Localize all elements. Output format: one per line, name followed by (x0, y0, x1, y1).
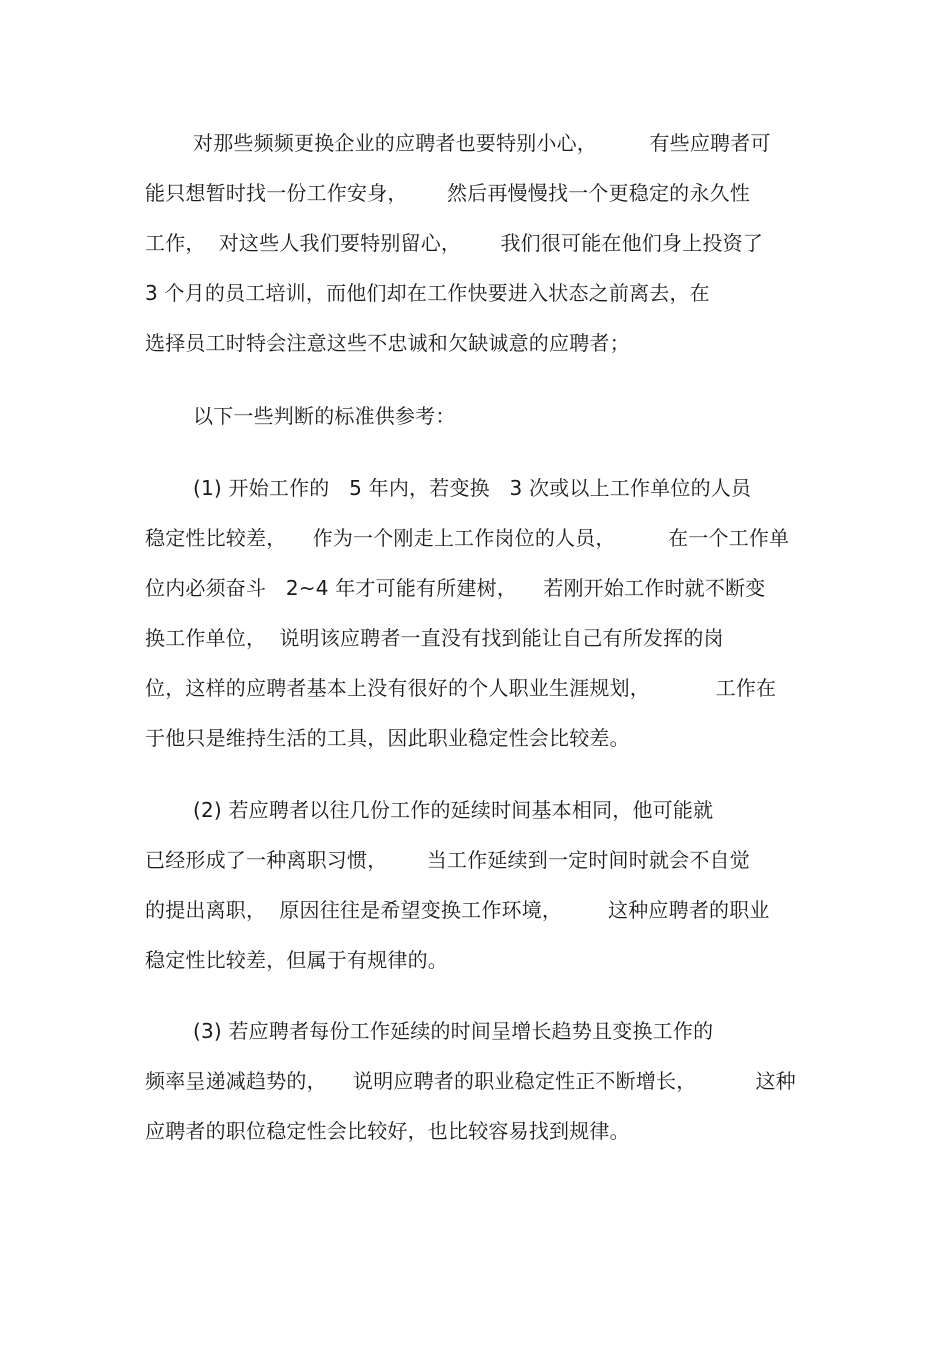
paragraph-line: (2) 若应聘者以往几份工作的延续时间基本相同，他可能就 (193, 798, 714, 822)
paragraph-line: 换工作单位， 说明该应聘者一直没有找到能让自己有所发挥的岗 (145, 626, 724, 650)
paragraph-line: (1) 开始工作的 5 年内，若变换 3 次或以上工作单位的人员 (193, 476, 752, 500)
paragraph-line: 工作， 对这些人我们要特别留心， 我们很可能在他们身上投资了 (145, 231, 764, 255)
paragraph-line: (3) 若应聘者每份工作延续的时间呈增长趋势且变换工作的 (193, 1019, 714, 1043)
paragraph-line: 稳定性比较差，但属于有规律的。 (145, 948, 448, 972)
paragraph-line: 的提出离职， 原因往往是希望变换工作环境， 这种应聘者的职业 (145, 898, 770, 922)
paragraph-line: 已经形成了一种离职习惯， 当工作延续到一定时间时就会不自觉 (145, 848, 750, 872)
paragraph-line: 稳定性比较差， 作为一个刚走上工作岗位的人员， 在一个工作单 (145, 526, 790, 550)
paragraph-line: 3 个月的员工培训，而他们却在工作快要进入状态之前离去，在 (145, 281, 710, 305)
paragraph-line: 位，这样的应聘者基本上没有很好的个人职业生涯规划， 工作在 (145, 676, 777, 700)
paragraph-line: 位内必须奋斗 2~4 年才可能有所建树， 若刚开始工作时就不断变 (145, 576, 766, 600)
paragraph-line: 选择员工时特会注意这些不忠诚和欠缺诚意的应聘者； (145, 331, 630, 355)
paragraph-line: 应聘者的职位稳定性会比较好，也比较容易找到规律。 (145, 1119, 630, 1143)
paragraph-line: 于他只是维持生活的工具，因此职业稳定性会比较差。 (145, 726, 630, 750)
paragraph-line: 能只想暂时找一份工作安身， 然后再慢慢找一个更稳定的永久性 (145, 181, 750, 205)
paragraph-line: 对那些频频更换企业的应聘者也要特别小心， 有些应聘者可 (193, 131, 771, 155)
paragraph-line: 以下一些判断的标准供参考： (193, 404, 456, 428)
paragraph-line: 频率呈递减趋势的， 说明应聘者的职业稳定性正不断增长， 这种 (145, 1069, 796, 1093)
